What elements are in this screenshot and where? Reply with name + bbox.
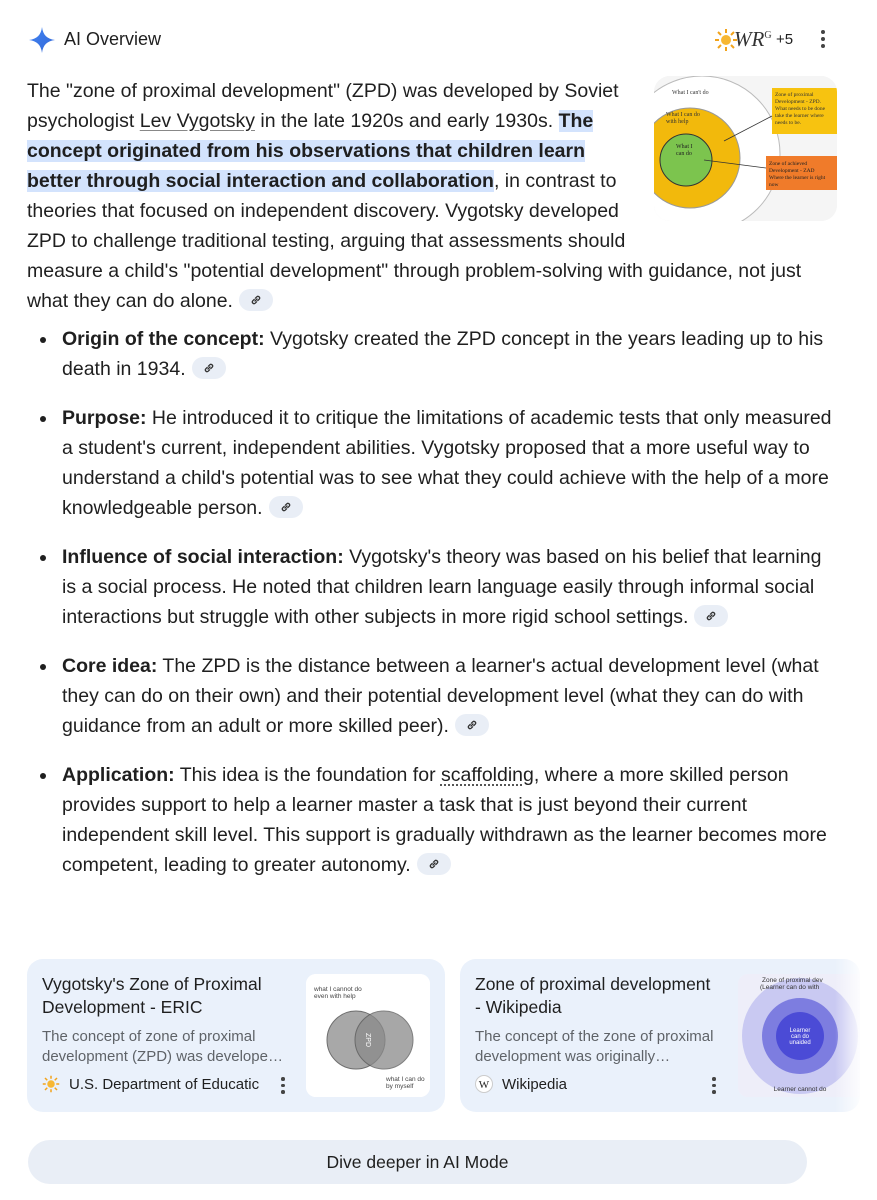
- bullet-text: Vygotsky created the ZPD concept in the years leading up to his death in 1934.: [62, 328, 824, 380]
- svg-text:needs to be.: needs to be.: [775, 120, 802, 126]
- list-item: [27, 760, 837, 880]
- source-favicons[interactable]: [714, 25, 770, 55]
- bullet-text: , where a more skilled person provides support to help a learner master a task that is just beyond their current independent skill level. This support is gradually withdrawn as the learner becomes more competent, leading to greater autonomy.: [62, 764, 827, 876]
- bullet-text: This idea is the foundation for: [174, 764, 441, 786]
- svg-text:W: W: [478, 1079, 490, 1091]
- svg-text:by myself: by myself: [386, 1083, 414, 1090]
- svg-text:take the learner where: take the learner where: [775, 113, 824, 119]
- svg-text:with help: with help: [666, 119, 689, 125]
- citation-link-chip[interactable]: [269, 496, 303, 518]
- list-item: [27, 651, 837, 741]
- svg-text:Where the learner is right: Where the learner is right: [769, 175, 826, 181]
- citation-link-chip[interactable]: [239, 289, 273, 311]
- link-icon: [705, 610, 717, 622]
- bullet-heading: Core idea:: [62, 655, 158, 677]
- carousel-fade: [835, 955, 877, 1117]
- source-card-wikipedia[interactable]: [460, 959, 860, 1112]
- card-thumbnail: [306, 974, 430, 1097]
- link-icon: [250, 294, 262, 306]
- citation-link-chip[interactable]: [192, 357, 226, 379]
- svg-text:now: now: [769, 182, 779, 188]
- link-icon: [428, 858, 440, 870]
- svg-text:What I can't do: What I can't do: [672, 90, 709, 96]
- intro-text-3: , in contrast to theories that focused on independent discovery. Vygotsky developed ZPD to challenge traditional testing, arguing that assessments should measure a child's "potential development" through problem-solving with guidance, not just what they can do alone.: [27, 170, 802, 312]
- card-source: [475, 1075, 735, 1095]
- svg-text:What I: What I: [676, 144, 693, 150]
- svg-text:unaided: unaided: [789, 1040, 811, 1046]
- bullet-text: The ZPD is the distance between a learner's actual development level (what they can do on their own) and their potential development level (what they can do with guidance from an adult or more skilled peer).: [62, 655, 819, 737]
- bullet-heading: Application:: [62, 764, 175, 786]
- svg-text:can do: can do: [676, 151, 692, 157]
- ai-overview-header: [0, 0, 877, 78]
- card-snippet: The concept of the zone of proximal development was originally…: [475, 1028, 714, 1065]
- card-more-icon[interactable]: [709, 1077, 719, 1095]
- svg-text:ZPD: ZPD: [364, 1033, 371, 1047]
- more-options-icon[interactable]: [813, 30, 833, 52]
- citation-link-chip[interactable]: [417, 853, 451, 875]
- ai-overview-title: AI Overview: [64, 29, 162, 49]
- intro-text-2: in the late 1920s and early 1930s.: [254, 110, 559, 132]
- bullet-text: Vygotsky's theory was based on his belief that learning is a social process. He noted that children learn language easily through informal social interactions but struggle with other subjects in more rigid school settings.: [62, 546, 822, 628]
- svg-text:Development - ZAD: Development - ZAD: [769, 168, 815, 174]
- svg-text:even with help: even with help: [314, 993, 356, 1000]
- svg-text:Development - ZPD.: Development - ZPD.: [775, 99, 821, 105]
- link-icon: [203, 362, 215, 374]
- svg-text:what I cannot do: what I cannot do: [314, 986, 362, 993]
- key-points-list: [27, 324, 837, 899]
- svg-text:Zone of proximal: Zone of proximal: [775, 92, 814, 98]
- card-title[interactable]: Vygotsky's Zone of Proximal Development - ERIC: [42, 974, 262, 1017]
- link-icon: [466, 719, 478, 731]
- svg-text:can do: can do: [790, 1034, 810, 1040]
- card-more-icon[interactable]: [278, 1077, 288, 1095]
- dive-deeper-ai-mode-button[interactable]: Dive deeper in AI Mode: [28, 1140, 807, 1184]
- source-count[interactable]: +5: [776, 31, 794, 48]
- highlighted-sentence: The concept originated from his observations that children learn better through social interaction and collaboration: [27, 110, 594, 192]
- bullet-heading: Purpose:: [62, 407, 147, 429]
- svg-text:Learner: Learner: [789, 1028, 811, 1034]
- list-item: [27, 324, 837, 384]
- card-title[interactable]: Zone of proximal development - Wikipedia: [475, 974, 711, 1017]
- svg-text:(Learner can do with: (Learner can do with: [760, 984, 820, 991]
- svg-text:What I can do: What I can do: [666, 112, 700, 118]
- list-item: [27, 542, 837, 632]
- lev-vygotsky-link[interactable]: Lev Vygotsky: [139, 110, 255, 132]
- bullet-heading: Influence of social interaction:: [62, 546, 344, 568]
- card-snippet: The concept of zone of proximal development (ZPD) was develope…: [42, 1028, 283, 1065]
- svg-text:what I can do: what I can do: [386, 1076, 425, 1083]
- list-item: [27, 403, 837, 523]
- card-source-name: Wikipedia: [502, 1076, 568, 1093]
- card-source: [42, 1075, 302, 1095]
- scaffolding-link[interactable]: scaffolding: [440, 764, 534, 786]
- bullet-heading: Origin of the concept:: [62, 328, 265, 350]
- gemini-spark-icon: [28, 26, 56, 54]
- citation-link-chip[interactable]: [455, 714, 489, 736]
- intro-text-1: The "zone of proximal development" (ZPD) was developed by Soviet psychologist: [27, 80, 619, 132]
- zpd-diagram-image[interactable]: [654, 76, 837, 221]
- bullet-text: He introduced it to critique the limitations of academic tests that only measured a student's current, independent abilities. Vygotsky proposed that a more useful way to understand a child's potential was to see what they could achieve with the help of a more knowledgeable person.: [62, 407, 832, 519]
- citation-link-chip[interactable]: [694, 605, 728, 627]
- sun-favicon-icon: [42, 1075, 60, 1093]
- svg-text:Learner cannot do: Learner cannot do: [773, 1086, 827, 1093]
- link-icon: [280, 501, 292, 513]
- card-source-name: U.S. Department of Educatic: [69, 1076, 260, 1093]
- wikipedia-icon: [475, 1075, 493, 1093]
- svg-text:Zone of achieved: Zone of achieved: [769, 161, 808, 167]
- intro-paragraph: [27, 76, 827, 316]
- source-card-eric[interactable]: [27, 959, 445, 1112]
- svg-text:What needs to be done: What needs to be done: [775, 106, 826, 112]
- wikipedia-icon: $WR^G$: [734, 27, 772, 51]
- svg-text:Zone of proximal dev: Zone of proximal dev: [762, 977, 823, 984]
